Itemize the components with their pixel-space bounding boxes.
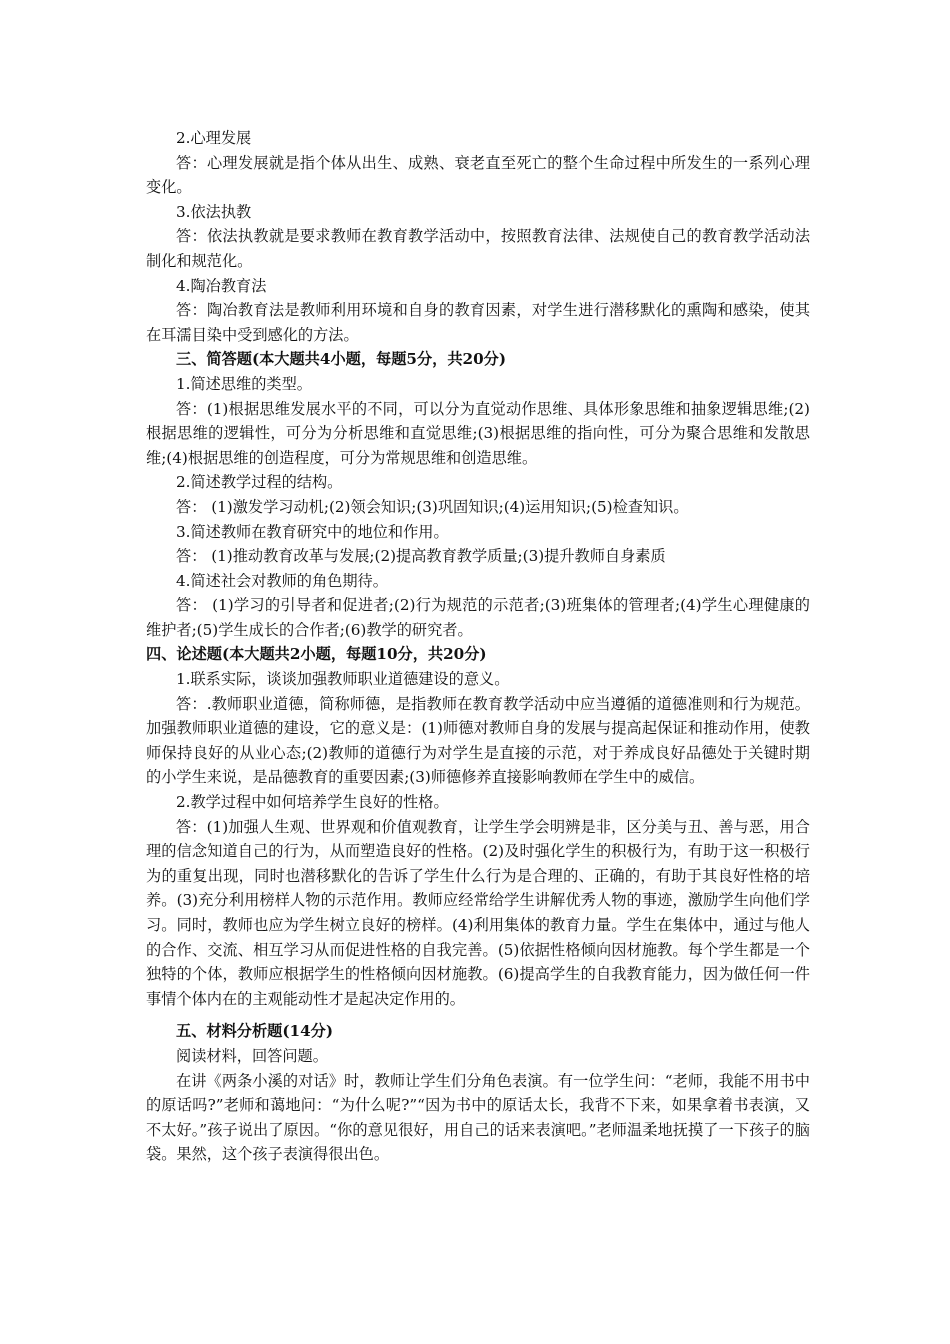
spacer xyxy=(146,1011,810,1019)
section-heading: 三、简答题(本大题共4小题，每题5分，共20分) xyxy=(176,350,507,369)
question-title: 1.简述思维的类型。 xyxy=(176,374,312,393)
answer-paragraph: 答： (1)学习的引导者和促进者;(2)行为规范的示范者;(3)班集体的管理者;(4)学生心理健康的维护者;(5)学生成长的合作者;(6)教学的研究者。 xyxy=(146,596,810,639)
document-page xyxy=(146,126,810,1167)
item-title: 3.依法执教 xyxy=(176,202,252,221)
question-title: 2.简述教学过程的结构。 xyxy=(176,473,343,492)
answer-paragraph: 答： (1)激发学习动机;(2)领会知识;(3)巩固知识;(4)运用知识;(5)检查知识。 xyxy=(176,497,689,516)
answer-paragraph: 答：心理发展就是指个体从出生、成熟、衰老直至死亡的整个生命过程中所发生的一系列心理变化。 xyxy=(146,153,810,197)
question-title: 4.简述社会对教师的角色期待。 xyxy=(176,571,388,590)
instruction-text: 阅读材料，回答问题。 xyxy=(176,1046,328,1065)
section-heading: 五、材料分析题(14分) xyxy=(176,1022,334,1041)
question-title: 3.简述教师在教育研究中的地位和作用。 xyxy=(176,522,449,541)
item-title: 2.心理发展 xyxy=(176,129,252,147)
material-paragraph: 在讲《两条小溪的对话》时，教师让学生们分角色表演。有一位学生问：“老师，我能不用书中的原话吗?”老师和蔼地问：“为什么呢?”“因为书中的原话太长，我背不下来，如果拿着书表演，又不太好。”孩子说出了原因。“你的意见很好，用自己的话来表演吧。”老师温柔地抚摸了一下孩子的脑袋。果然，这个孩子表演得很出色。 xyxy=(146,1071,810,1164)
question-title: 2.教学过程中如何培养学生良好的性格。 xyxy=(176,793,449,812)
answer-paragraph: 答：依法执教就是要求教师在教育教学活动中，按照教育法律、法规使自己的教育教学活动法制化和规范化。 xyxy=(146,227,810,270)
answer-paragraph: 答： (1)推动教育改革与发展;(2)提高教育教学质量;(3)提升教师自身素质 xyxy=(176,547,666,566)
section-heading: 四、论述题(本大题共2小题，每题10分，共20分) xyxy=(146,645,487,664)
answer-paragraph: 答：陶冶教育法是教师利用环境和自身的教育因素，对学生进行潜移默化的熏陶和感染，使其在耳濡目染中受到感化的方法。 xyxy=(146,301,810,344)
answer-paragraph: 答：(1)加强人生观、世界观和价值观教育，让学生学会明辨是非，区分美与丑、善与恶，用合理的信念知道自己的行为，从而塑造良好的性格。(2)及时强化学生的积极行为，有助于这一积极行为的重复出现，同时也潜移默化的告诉了学生什么行为是合理的、正确的，有助于其良好性格的培养。(3)充分利用榜样人物的示范作用。教师应经常给学生讲解优秀人物的事迹，激励学生向他们学习。同时，教师也应为学生树立良好的榜样。(4)利用集体的教育力量。学生在集体中，通过与他人的合作、交流、相互学习从而促进性格的自我完善。(5)依据性格倾向因材施教。每个学生都是一个独特的个体，教师应根据学生的性格倾向因材施教。(6)提高学生的自我教育能力，因为做任何一件事情个体内在的主观能动性才是起决定作用的。 xyxy=(146,817,810,1008)
question-title: 1.联系实际，谈谈加强教师职业道德建设的意义。 xyxy=(176,670,510,689)
answer-paragraph: 答：.教师职业道德，简称师德，是指教师在教育教学活动中应当遵循的道德准则和行为规范。加强教师职业道德的建设，它的意义是：(1)师德对教师自身的发展与提高起保证和推动作用，使教师保持良好的从业心态;(2)教师的道德行为对学生是直接的示范，对于养成良好品德处于关键时期的小学生来说，是品德教育的重要因素;(3)师德修养直接影响教师在学生中的威信。 xyxy=(146,694,810,787)
item-title: 4.陶冶教育法 xyxy=(176,276,267,295)
answer-paragraph: 答：(1)根据思维发展水平的不同，可以分为直觉动作思维、具体形象思维和抽象逻辑思维;(2)根据思维的逻辑性，可分为分析思维和直觉思维;(3)根据思维的指向性，可分为聚合思维和发散思维;(4)根据思维的创造程度，可分为常规思维和创造思维。 xyxy=(146,399,810,467)
